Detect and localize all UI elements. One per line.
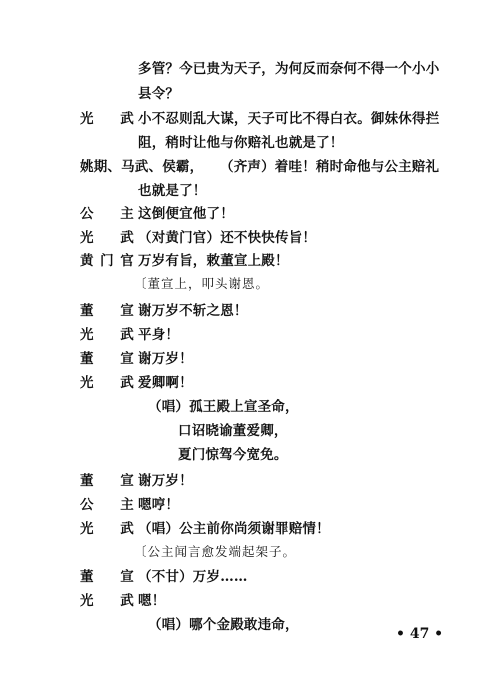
speaker-name: 光 武 — [80, 327, 134, 343]
speaker-name: 公 主 — [80, 206, 134, 222]
dialogue-text: （对黄门官）还不快快传旨！ — [138, 230, 317, 246]
speaker-name: 董 宣 — [80, 351, 134, 367]
sung-text: （唱）哪个金殿敢违命， — [148, 617, 299, 633]
dialogue-text: 万岁有旨，敕董宣上殿！ — [138, 253, 289, 269]
speaker-name: 姚期、马武、侯霸， — [80, 159, 204, 175]
dialogue-text: 谢万岁不斩之恩！ — [138, 303, 248, 319]
speaker-name: 董 宣 — [80, 569, 134, 585]
stage-direction: 〔董宣上，叩头谢恩。 — [134, 276, 270, 291]
speaker-name: 光 武 — [80, 375, 134, 391]
dialogue-text: 这倒便宜他了！ — [138, 206, 234, 222]
dialogue-text: 多管？今已贵为天子，为何反而奈何不得一个小小 — [138, 61, 440, 77]
dialogue-text: 谢万岁！ — [138, 351, 193, 367]
dialogue-text: 平身！ — [138, 327, 180, 343]
speaker-name: 光 武 — [80, 593, 134, 609]
speaker-name: 董 宣 — [80, 473, 134, 489]
dialogue-text: （唱）公主前你尚须谢罪赔情！ — [138, 521, 330, 537]
page-number: • 47 • — [396, 626, 444, 642]
dialogue-text: 县令？ — [138, 86, 180, 102]
speaker-name: 光 武 — [80, 111, 134, 127]
speaker-name: 公 主 — [80, 497, 134, 513]
sung-text: 夏门惊驾今宽免。 — [178, 447, 288, 463]
sung-text: 口诏晓谕董爱卿， — [178, 423, 288, 439]
speaker-name: 光 武 — [80, 521, 134, 537]
dialogue-text: 小不忍则乱大谋，天子可比不得白衣。御妹休得拦 — [138, 111, 440, 127]
dialogue-text: 谢万岁！ — [138, 473, 193, 489]
speaker-name: 董 宣 — [80, 303, 134, 319]
dialogue-text: 也就是了！ — [138, 183, 207, 199]
dialogue-text: 爱卿啊！ — [138, 375, 193, 391]
speaker-name: 光 武 — [80, 230, 134, 246]
speaker-name: 黄门官 — [80, 253, 134, 269]
dialogue-text: （不甘）万岁…… — [138, 569, 248, 585]
sung-text: （唱）孤王殿上宣圣命， — [148, 399, 299, 415]
dialogue-text: 阻，稍时让他与你赔礼也就是了！ — [138, 135, 344, 151]
dialogue-text: （齐声）着哇！稍时命他与公主赔礼 — [220, 159, 440, 175]
dialogue-text: 嗯！ — [138, 593, 166, 609]
stage-direction: 〔公主闻言愈发端起架子。 — [134, 544, 297, 559]
dialogue-text: 嗯哼！ — [138, 497, 180, 513]
